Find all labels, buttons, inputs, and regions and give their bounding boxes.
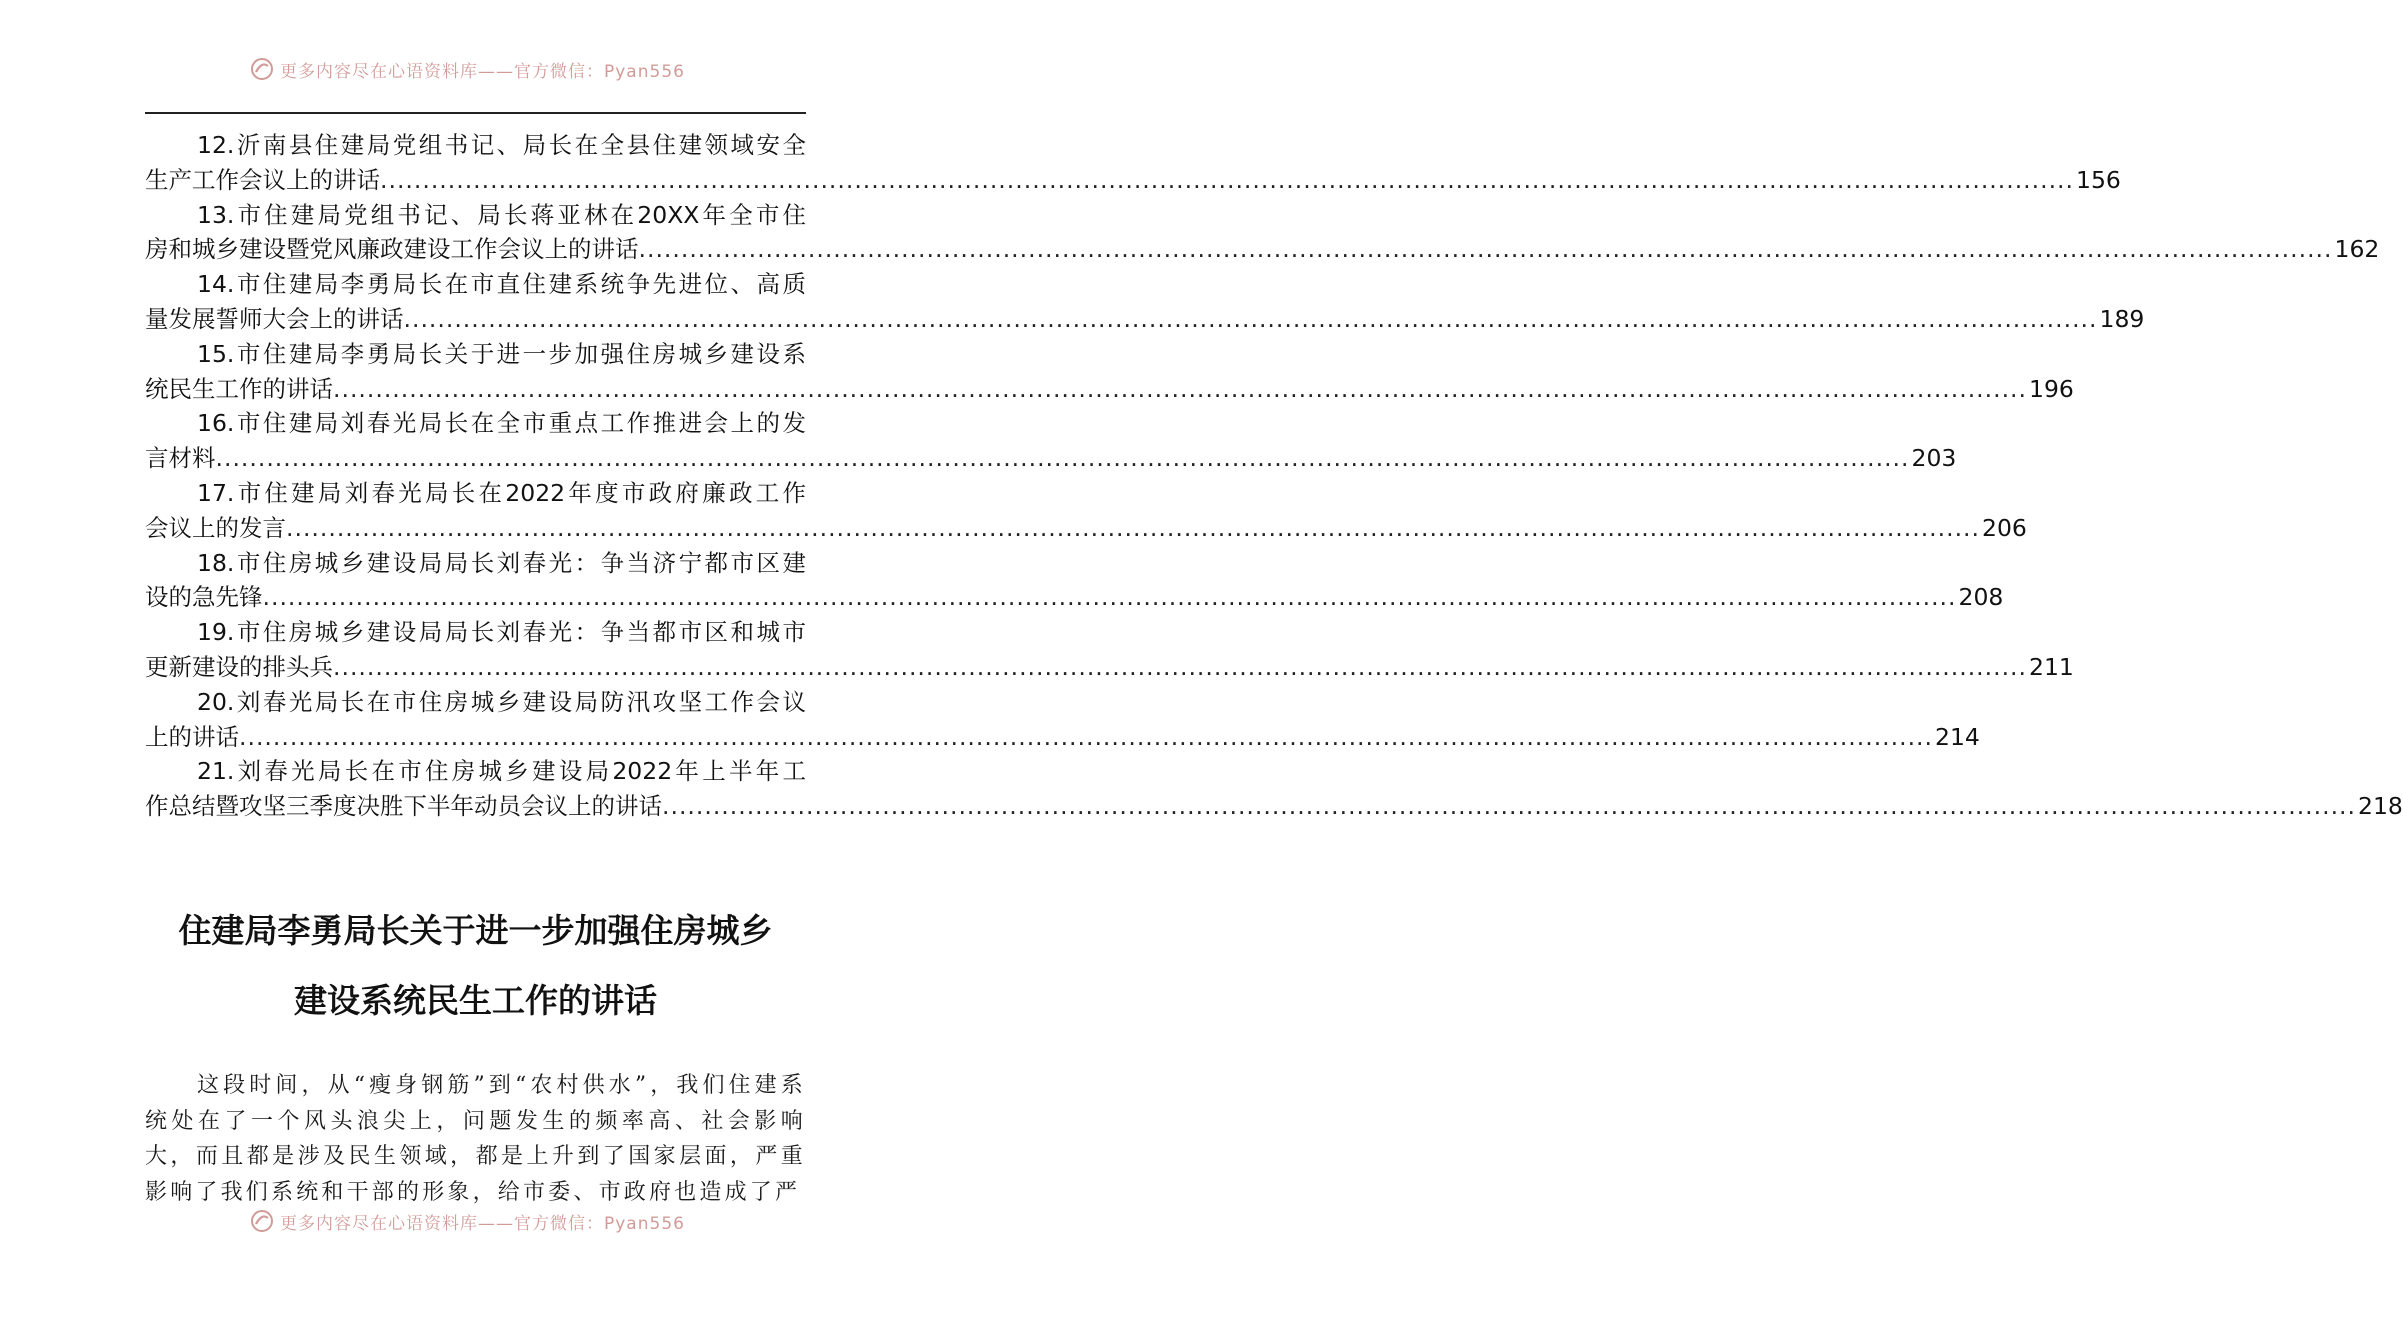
toc-entry[interactable] xyxy=(145,128,2121,198)
toc-entry[interactable] xyxy=(145,267,2145,337)
toc-dot-leader: ........................................................................................................................................................................................................ xyxy=(333,374,2027,403)
toc-entry-title-part2: 会议上的发言 xyxy=(145,513,286,542)
toc-entry-number: 14. xyxy=(197,270,235,299)
toc-entry-title-part2: 设的急先锋 xyxy=(145,583,263,612)
toc-entry-title-part1: 市住建局刘春光局长在2022年度市政府廉政工作 xyxy=(234,478,806,507)
toc-entry-title-part2: 更新建设的排头兵 xyxy=(145,652,333,681)
toc-entry-title xyxy=(145,615,806,650)
toc-entry-title xyxy=(145,198,806,233)
header-rule xyxy=(145,112,806,114)
toc-entry-title xyxy=(145,754,806,789)
toc-page-number: 214 xyxy=(1935,722,1980,751)
toc-page-number: 162 xyxy=(2334,235,2380,264)
toc-entry-title-part2: 上的讲话 xyxy=(145,722,239,751)
toc-entry-number: 13. xyxy=(197,200,235,229)
toc-entry-title-part2: 房和城乡建设暨党风廉政建设工作会议上的讲话 xyxy=(145,235,639,264)
toc-page-number: 203 xyxy=(1911,444,1957,473)
toc-entry-number: 16. xyxy=(197,409,235,438)
toc-page-number: 189 xyxy=(2099,304,2145,333)
toc-entry-number: 21. xyxy=(197,757,235,786)
toc-entry-number: 19. xyxy=(197,618,235,647)
toc-entry-title xyxy=(145,337,806,372)
toc-entry-title xyxy=(145,546,806,581)
toc-entry-title xyxy=(145,685,806,720)
toc-entry-title-part1: 市住房城乡建设局局长刘春光：争当济宁都市区建 xyxy=(234,548,806,577)
toc-page-number: 218 xyxy=(2358,792,2403,821)
toc-entry-title xyxy=(145,267,806,302)
toc-entry[interactable] xyxy=(145,615,2074,685)
toc-entry-title-part1: 市住建局刘春光局长在全市重点工作推进会上的发 xyxy=(234,409,806,438)
toc-entry-number: 12. xyxy=(197,131,235,159)
toc-entry-title-part2: 量发展誓师大会上的讲话 xyxy=(145,304,404,333)
toc-dot-leader: ........................................................................................................................................................................................................ xyxy=(262,583,1957,612)
toc-entry-title-part1: 市住建局党组书记、局长蒋亚林在20XX年全市住 xyxy=(234,200,806,229)
toc-page-number: 156 xyxy=(2076,165,2121,194)
toc-entry-title-part2: 生产工作会议上的讲话 xyxy=(145,165,380,194)
toc-entry[interactable] xyxy=(145,546,2004,616)
toc-dot-leader: ........................................................................................................................................................................................................ xyxy=(239,722,1933,751)
toc-entry-title-part1: 市住建局李勇局长在市直住建系统争先进位、高质 xyxy=(234,270,806,299)
watermark-text: 更多内容尽在心语资料库——官方微信：Pyan556 xyxy=(280,1213,685,1234)
toc-entry-title-part1: 市住房城乡建设局局长刘春光：争当都市区和城市 xyxy=(234,618,806,647)
toc-dot-leader: ........................................................................................................................................................................................................ xyxy=(215,444,1910,473)
toc-entry-title-part2: 言材料 xyxy=(145,444,216,473)
toc-page-number: 211 xyxy=(2029,652,2074,681)
logo-icon xyxy=(250,1209,274,1233)
toc-entry[interactable] xyxy=(145,337,2074,407)
toc-entry-title-part1: 刘春光局长在市住房城乡建设局2022年上半年工 xyxy=(234,757,806,786)
toc-entry-title-part1: 刘春光局长在市住房城乡建设局防汛攻坚工作会议 xyxy=(234,687,806,716)
article-title-line-2: 建设系统民生工作的讲话 xyxy=(294,981,657,1020)
article-body xyxy=(145,1068,806,1210)
toc-entry-number: 18. xyxy=(197,548,235,577)
article-paragraph: 这段时间，从“瘦身钢筋”到“农村供水”，我们住建系统处在了一个风头浪尖上，问题发生的频率高、社会影响大，而且都是涉及民生领域，都是上升到了国家层面，严重影响了我们系统和干部的形象，给市委、市政府也造成了严 xyxy=(145,1073,806,1205)
article-title-line-1: 住建局李勇局长关于进一步加强住房城乡 xyxy=(178,911,773,950)
toc-entry[interactable] xyxy=(145,406,1957,476)
watermark-header xyxy=(250,56,770,82)
toc-dot-leader: ........................................................................................................................................................................................................ xyxy=(286,513,1980,542)
toc-dot-leader: ........................................................................................................................................................................................................ xyxy=(333,652,2027,681)
watermark-footer xyxy=(250,1208,770,1234)
toc-entry[interactable] xyxy=(145,754,2403,824)
toc-entry-title xyxy=(145,128,806,163)
toc-entry-number: 17. xyxy=(197,478,235,507)
toc-dot-leader: ........................................................................................................................................................................................................ xyxy=(662,792,2356,821)
toc-entry[interactable] xyxy=(145,685,1980,755)
toc-page-number: 196 xyxy=(2029,374,2074,403)
toc-page-number: 206 xyxy=(1982,513,2027,542)
toc-dot-leader: ........................................................................................................................................................................................................ xyxy=(403,304,2098,333)
toc-dot-leader: ........................................................................................................................................................................................................ xyxy=(638,235,2333,264)
toc-page-number: 208 xyxy=(1958,583,2004,612)
toc-entry-title-part2: 统民生工作的讲话 xyxy=(145,374,333,403)
toc-entry-number: 20. xyxy=(197,687,235,716)
toc-entry-title xyxy=(145,406,806,441)
toc-entry-number: 15. xyxy=(197,339,235,368)
table-of-contents xyxy=(145,128,2403,824)
logo-icon xyxy=(250,57,274,81)
toc-entry[interactable] xyxy=(145,198,2380,268)
toc-dot-leader: ........................................................................................................................................................................................................ xyxy=(380,165,2074,194)
toc-entry-title-part1: 市住建局李勇局长关于进一步加强住房城乡建设系 xyxy=(234,339,806,368)
toc-entry-title-part1: 沂南县住建局党组书记、局长在全县住建领域安全 xyxy=(234,131,806,159)
toc-entry-title-part2: 作总结暨攻坚三季度决胜下半年动员会议上的讲话 xyxy=(145,792,662,821)
toc-entry[interactable] xyxy=(145,476,2027,546)
toc-entry-title xyxy=(145,476,806,511)
watermark-text: 更多内容尽在心语资料库——官方微信：Pyan556 xyxy=(280,61,685,82)
